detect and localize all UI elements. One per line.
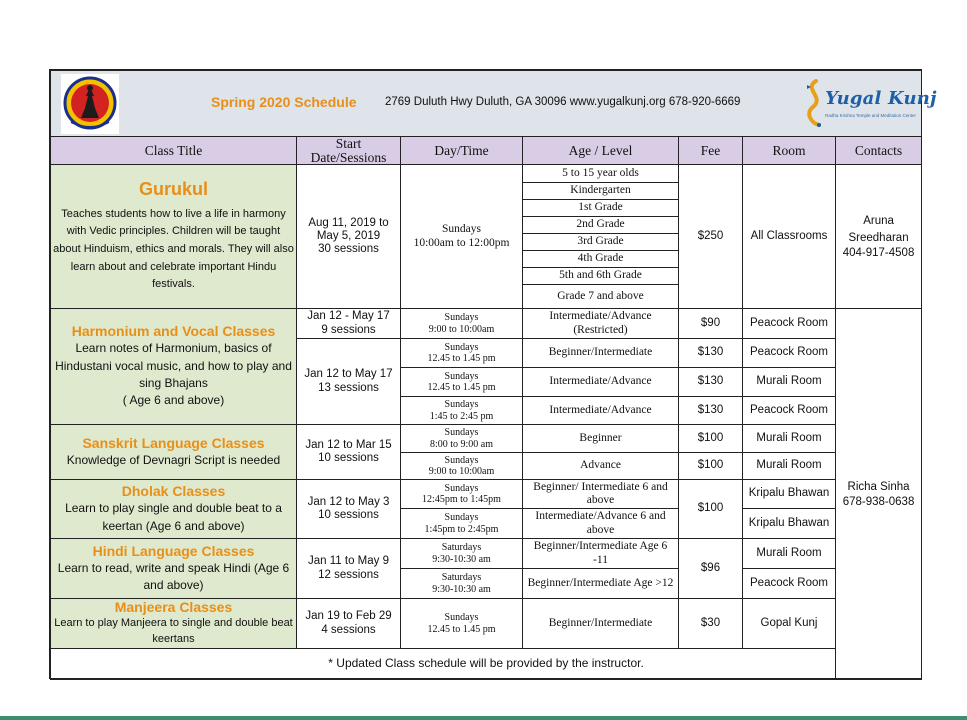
footnote-row	[51, 649, 922, 680]
col-fee: Fee	[679, 137, 743, 165]
room: All Classrooms	[743, 165, 836, 309]
fee: $100	[679, 425, 743, 453]
time-cell	[401, 569, 523, 599]
class-description: Learn to play Manjeera to single and double beat keertans	[54, 617, 293, 646]
table-row	[51, 425, 922, 453]
time: 12.45 to 1.45 pm	[427, 382, 496, 393]
time-cell	[401, 397, 523, 425]
day: Sundays	[444, 312, 479, 323]
start-dates: Jan 12 to May 17	[304, 368, 393, 381]
schedule-sheet	[49, 69, 937, 679]
day: Sundays	[444, 370, 479, 382]
yugal-kunj-logo-subtext: Radha Krishna Temple and Meditation Center	[825, 113, 917, 118]
session-count: 4 sessions	[321, 623, 376, 636]
class-name: Dholak Classes	[121, 483, 226, 500]
class-description: Learn notes of Harmonium, basics of Hindustani vocal music, and how to play and sing Bhajans	[55, 341, 292, 391]
start-dates-cell	[297, 599, 401, 649]
start-dates-cell	[297, 339, 401, 425]
fee: $90	[679, 309, 743, 339]
time: 10:00am to 12:00pm	[413, 236, 510, 249]
fee: $130	[679, 339, 743, 368]
hindi-title-cell	[51, 539, 297, 599]
fee: $100	[679, 480, 743, 539]
fee: $250	[679, 165, 743, 309]
manjeera-title-cell	[51, 599, 297, 649]
level: Beginner	[523, 425, 679, 453]
contact-phone: 678-938-0638	[842, 496, 915, 509]
harmonium-title-cell	[51, 309, 297, 425]
class-description: Knowledge of Devnagri Script is needed	[66, 452, 281, 467]
level: Beginner/Intermediate	[523, 599, 679, 649]
time: 12:45pm to 1:45pm	[422, 494, 501, 505]
fee: $96	[679, 539, 743, 599]
session-count: 30 sessions	[318, 243, 379, 256]
session-count: 13 sessions	[318, 381, 379, 394]
time: 1:45pm to 2:45pm	[424, 523, 499, 535]
time: 12.45 to 1.45 pm	[427, 623, 496, 635]
level: Beginner/ Intermediate 6 and above	[523, 480, 679, 509]
time-cell	[401, 339, 523, 368]
table-row	[51, 599, 922, 649]
room: Peacock Room	[743, 309, 836, 339]
session-count: 10 sessions	[318, 509, 379, 521]
class-name: Sanskrit Language Classes	[82, 434, 265, 451]
footnote: * Updated Class schedule will be provided by the instructor.	[51, 649, 922, 680]
time: 1:45 to 2:45 pm	[429, 410, 494, 422]
header-banner	[51, 71, 937, 137]
day: Saturdays	[441, 542, 482, 553]
time-cell	[401, 539, 523, 569]
address-line: 2769 Duluth Hwy Duluth, GA 30096 www.yugalkunj.org 678-920-6669	[385, 96, 741, 108]
start-dates: Jan 11 to May 9	[308, 555, 389, 568]
day: Sundays	[444, 612, 479, 623]
start-dates: Jan 12 - May 17	[307, 310, 390, 323]
level: 2nd Grade	[523, 217, 679, 234]
day: Sundays	[444, 427, 479, 438]
level: Advance	[523, 453, 679, 480]
class-description: Teaches students how to live a life in harmony with Vedic principles. Children will be taught about Hinduism, ethics and morals. They will also learn about and celebrate important Hindu festivals.	[53, 207, 294, 291]
day: Sundays	[444, 341, 479, 353]
level: Beginner/Intermediate Age 6 -11	[523, 539, 679, 569]
level: Intermediate/Advance (Restricted)	[523, 309, 679, 339]
class-name: Gurukul	[138, 179, 208, 200]
table-row	[51, 480, 922, 509]
time-cell	[401, 599, 523, 649]
col-day-time: Day/Time	[401, 137, 523, 165]
contact-phone: 404-917-4508	[842, 247, 915, 260]
level: 5 to 15 year olds	[523, 165, 679, 183]
dholak-title-cell	[51, 480, 297, 539]
column-header-row	[51, 137, 922, 165]
session-count: 10 sessions	[318, 452, 379, 464]
col-room: Room	[743, 137, 836, 165]
start-dates-cell	[297, 480, 401, 539]
sanskrit-title-cell	[51, 425, 297, 480]
level: 4th Grade	[523, 251, 679, 268]
level: 1st Grade	[523, 200, 679, 217]
day: Sundays	[444, 482, 479, 494]
table-row	[51, 165, 922, 183]
level: Beginner/Intermediate	[523, 339, 679, 368]
day: Sundays	[444, 512, 479, 523]
room: Kripalu Bhawan	[743, 480, 836, 509]
time-cell	[401, 425, 523, 453]
time: 9:00 to 10:00am	[428, 466, 495, 477]
class-description: Learn to play single and double beat to a keertan (Age 6 and above)	[65, 501, 282, 533]
schedule-title: Spring 2020 Schedule	[211, 94, 357, 110]
col-class-title: Class Title	[51, 137, 297, 165]
contact-aruna	[836, 165, 922, 309]
level: Grade 7 and above	[523, 285, 679, 309]
level: Intermediate/Advance	[523, 397, 679, 425]
schedule-table	[50, 70, 937, 680]
contact-name: Richa Sinha	[847, 480, 910, 493]
class-name: Harmonium and Vocal Classes	[71, 323, 276, 340]
yugal-kunj-logo	[799, 77, 937, 129]
time: 8:00 to 9:00 am	[429, 438, 494, 450]
class-name: Manjeera Classes	[114, 599, 233, 616]
time-cell	[401, 480, 523, 509]
session-count: 12 sessions	[318, 568, 379, 581]
day: Saturdays	[441, 572, 482, 583]
time-cell	[401, 368, 523, 397]
col-contacts: Contacts	[836, 137, 922, 165]
room: Peacock Room	[743, 397, 836, 425]
col-age-level: Age / Level	[523, 137, 679, 165]
fee: $130	[679, 368, 743, 397]
contact-richa	[836, 309, 922, 680]
table-row	[51, 539, 922, 569]
day: Sundays	[444, 399, 479, 410]
radha-madhav-society-logo-icon	[61, 74, 119, 134]
gurukul-title-cell	[51, 165, 297, 309]
room: Murali Room	[743, 368, 836, 397]
day: Sundays	[444, 454, 479, 466]
fee: $100	[679, 453, 743, 480]
start-dates: Jan 12 to May 3	[307, 495, 390, 508]
time: 9:00 to 10:00am	[428, 323, 495, 335]
room: Peacock Room	[743, 339, 836, 368]
time: 12.45 to 1.45 pm	[427, 353, 496, 364]
time-cell	[401, 509, 523, 539]
room: Gopal Kunj	[743, 599, 836, 649]
level: Beginner/Intermediate Age >12	[523, 569, 679, 599]
level: Intermediate/Advance	[523, 368, 679, 397]
room: Murali Room	[743, 453, 836, 480]
start-dates-cell	[297, 425, 401, 480]
class-age: ( Age 6 and above)	[122, 393, 225, 408]
time: 9:30-10:30 am	[432, 553, 491, 565]
contact-name: Aruna Sreedharan	[848, 214, 909, 244]
table-row	[51, 309, 922, 339]
time: 9:30-10:30 am	[432, 583, 491, 595]
level: 3rd Grade	[523, 234, 679, 251]
yugal-kunj-logo-text: Yugal Kunj	[825, 88, 937, 109]
session-count: 9 sessions	[321, 323, 376, 336]
class-name: Hindi Language Classes	[92, 542, 255, 559]
start-dates: Jan 12 to Mar 15	[305, 438, 392, 451]
room: Murali Room	[743, 425, 836, 453]
class-description: Learn to read, write and speak Hindi (Age 6 and above)	[57, 560, 290, 593]
time-cell	[401, 309, 523, 339]
gurukul-dates-cell	[297, 165, 401, 309]
start-dates: Jan 19 to Feb 29	[305, 610, 392, 623]
fee: $130	[679, 397, 743, 425]
level: 5th and 6th Grade	[523, 268, 679, 285]
room: Murali Room	[743, 539, 836, 569]
room: Kripalu Bhawan	[743, 509, 836, 539]
gurukul-time-cell	[401, 165, 523, 309]
day: Sundays	[442, 223, 481, 236]
time-cell	[401, 453, 523, 480]
room: Peacock Room	[743, 569, 836, 599]
start-dates-cell	[297, 539, 401, 599]
start-dates: Aug 11, 2019 to May 5, 2019	[308, 216, 389, 242]
fee: $30	[679, 599, 743, 649]
col-start-date: Start Date/Sessions	[297, 137, 401, 165]
level: Intermediate/Advance 6 and above	[523, 509, 679, 539]
level: Kindergarten	[523, 183, 679, 200]
bottom-band	[0, 716, 967, 720]
start-dates-cell	[297, 309, 401, 339]
